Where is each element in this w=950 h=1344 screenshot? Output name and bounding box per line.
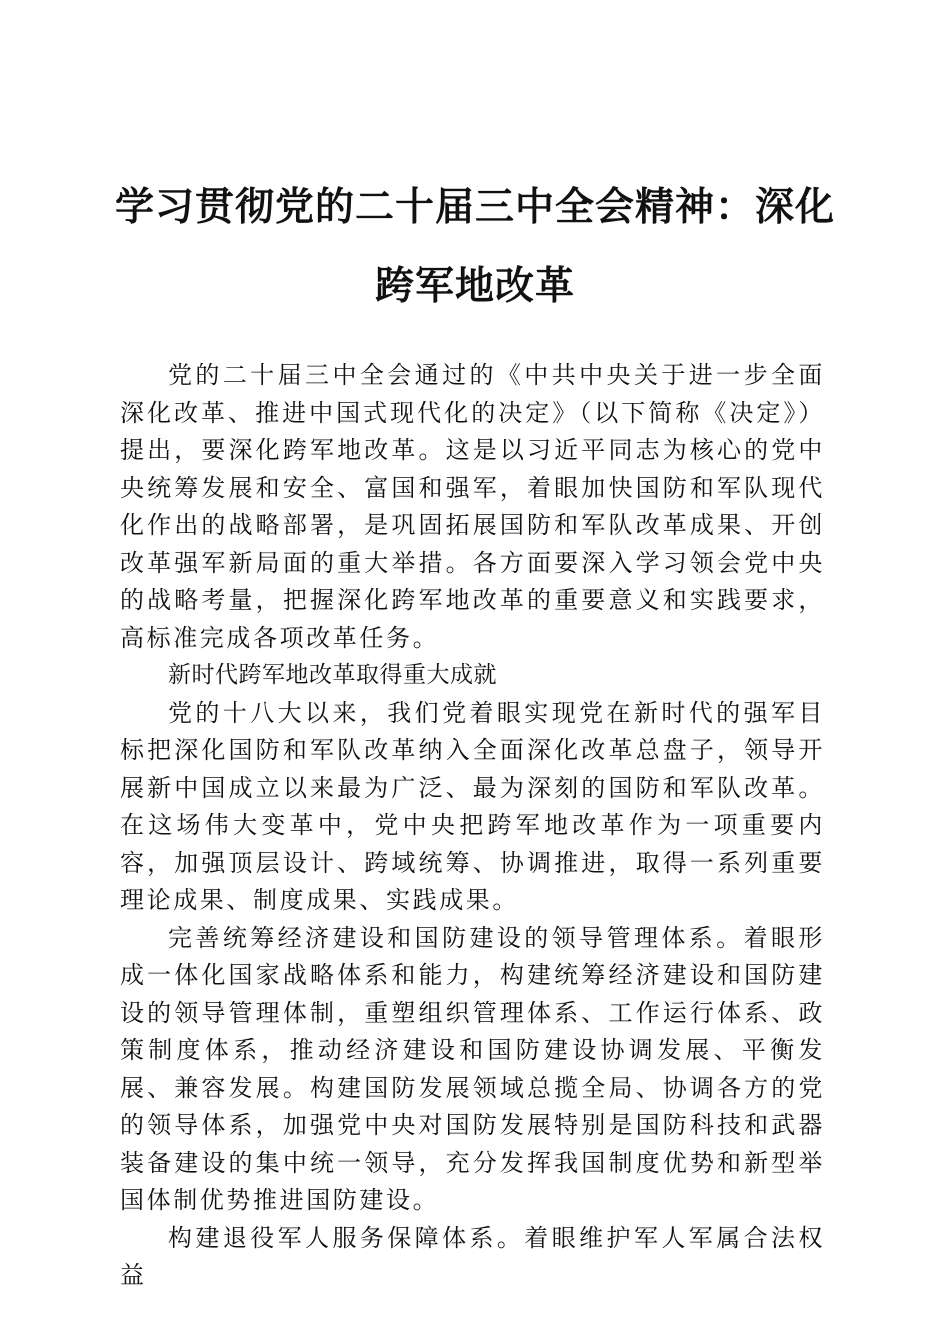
- intro-paragraph: 党的二十届三中全会通过的《中共中央关于进一步全面深化改革、推进中国式现代化的决定》（以下简称《决定》）提出，要深化跨军地改革。这是以习近平同志为核心的党中央统筹发展和安全、富国和强军，着眼加快国防和军队现代化作出的战略部署，是巩固拓展国防和军队改革成果、开创改革强军新局面的重大举措。各方面要深入学习领会党中央的战略考量，把握深化跨军地改革的重要意义和实践要求，高标准完成各项改革任务。: [120, 361, 825, 652]
- document-title: 学习贯彻党的二十届三中全会精神：深化跨军地改革: [114, 184, 835, 309]
- document-body: [120, 357, 825, 1295]
- body-paragraph: 完善统筹经济建设和国防建设的领导管理体系。着眼形成一体化国家战略体系和能力，构建统筹经济建设和国防建设的领导管理体制，重塑组织管理体系、工作运行体系、政策制度体系，推动经济建设和国防建设协调发展、平衡发展、兼容发展。构建国防发展领域总揽全局、协调各方的党的领导体系，加强党中央对国防发展特别是国防科技和武器装备建设的集中统一领导，充分发挥我国制度优势和新型举国体制优势推进国防建设。: [120, 923, 825, 1214]
- body-paragraph: 构建退役军人服务保障体系。着眼维护军人军属合法权益: [120, 1223, 825, 1289]
- section-heading: 新时代跨军地改革取得重大成就: [168, 662, 497, 688]
- body-paragraph: 党的十八大以来，我们党着眼实现党在新时代的强军目标把深化国防和军队改革纳入全面深化改革总盘子，领导开展新中国成立以来最为广泛、最为深刻的国防和军队改革。在这场伟大变革中，党中央把跨军地改革作为一项重要内容，加强顶层设计、跨域统筹、协调推进，取得一系列重要理论成果、制度成果、实践成果。: [120, 698, 825, 914]
